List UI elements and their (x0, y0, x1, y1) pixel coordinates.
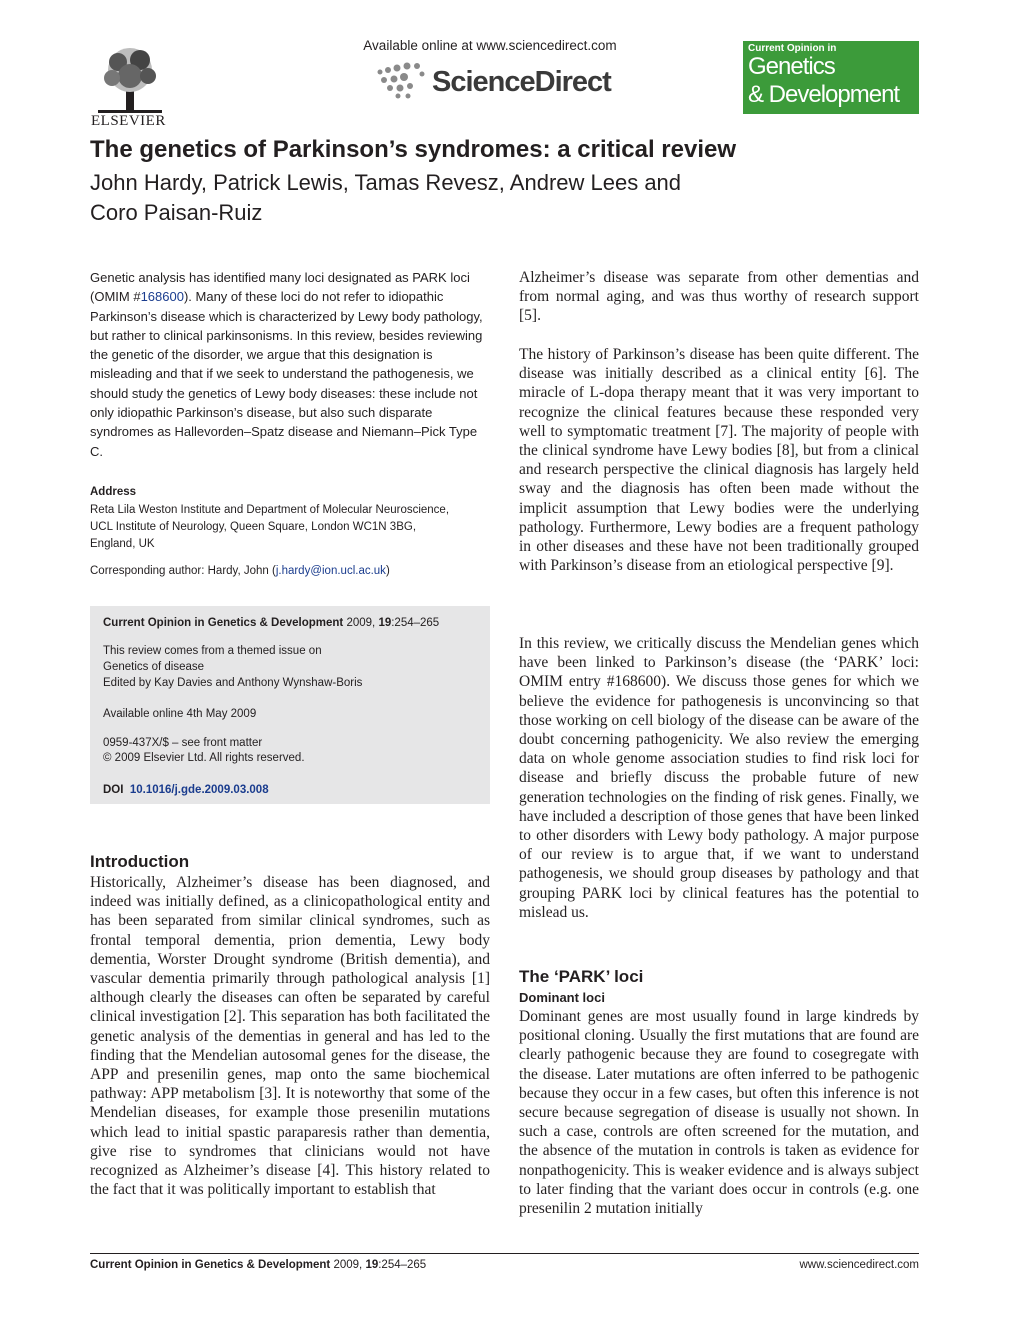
right-paragraph-4: Dominant genes are most usually found in large kindreds by positional cloning. Usually the first mutations that are found are clearly pathogenic because they are found to cosegregate with the disease. Later mutations are often inferred to be pathogenic because they occur in a few cases, but often this inference is not secure because segregation of disease is usually not shown. In such a case, controls are often screened for the mutation, and the absence of the mutation in controls is taken as evidence for nonpathogenicity. This is weaker evidence and is always subject to later finding that the variant does occur in controls (e.g. one presenilin 2 mutation initially (519, 1008, 919, 1218)
doi-link[interactable]: 10.1016/j.gde.2009.03.008 (129, 784, 269, 796)
available-date: Available online 4th May 2009 (103, 708, 257, 720)
journal-logo (743, 41, 919, 114)
issn-line: 0959-437X/$ – see front matter (103, 737, 263, 749)
park-loci-heading: The ‘PARK’ loci (519, 967, 644, 986)
right-paragraph-2: The history of Parkinson’s disease has been quite different. The disease was initially described as a clinical entity [6]. The miracle of L-dopa therapy meant that it was very important to recognize the clinical features because these responded very well to symptomatic treatment [7]. The majority of people with the clinical syndrome have Lewy bodies [8], but from a clinical and research perspective the clinical diagnosis has largely held sway and the diagnosis has often been made without the implicit assumption that Lewy bodies were the underlying pathology. Furthermore, Lewy bodies are a frequent pathology in other diseases and these have not been traditionally grouped with Parkinson’s disease from an etiological perspective [9]. (519, 346, 919, 575)
corresponding-author: Corresponding author: Hardy, John (j.hardy@ion.ucl.ac.uk) (90, 565, 390, 577)
editors-line: Edited by Kay Davies and Anthony Wynshaw-Boris (103, 677, 363, 689)
address-text: Reta Lila Weston Institute and Department of Molecular Neuroscience, UCL Institute of Neurology, Queen Square, London WC1N 3BG, England, UK (90, 504, 450, 550)
introduction-heading: Introduction (90, 852, 190, 871)
right-paragraph-3: In this review, we critically discuss the Mendelian genes which have been linked to Parkinson’s disease (the ‘PARK’ loci: OMIM entry #168600). We discuss those genes for which we believe the evidence for pathogenesis is unconvincing so that those working on cell biology of the disease can be aware of the doubt concerning pathogenicity. We also review the emerging data on whole genome association studies to find risk loci for disease and briefly discuss the probable future of new generation technologies on the finding of risk genes. Finally, we have included a description of those genes that have been linked to other disorders with Lewy body pathology. A major purpose of our review is to argue that, if we want to understand pathogenesis, we should group diseases by pathology and that grouping PARK loci by clinical features has the potential to mislead us. (519, 635, 919, 921)
journal-logo-big: Genetics & Development (748, 53, 900, 108)
citation-line: Current Opinion in Genetics & Development 2009, 19:254–265 (103, 617, 440, 629)
right-paragraph-1: Alzheimer’s disease was separate from other dementias and from normal aging, and was thus worthy of research support [5]. (519, 269, 919, 325)
article-info-box (90, 606, 490, 804)
available-online-text[interactable]: Available online at www.sciencedirect.com (363, 38, 617, 53)
publisher-name: ELSEVIER (91, 113, 166, 129)
dominant-loci-heading: Dominant loci (519, 990, 605, 1005)
copyright-line: © 2009 Elsevier Ltd. All rights reserved. (103, 752, 305, 764)
journal-logo-small: Current Opinion in (748, 43, 837, 54)
introduction-text: Historically, Alzheimer’s disease has been diagnosed, and indeed was initially defined, as a clinicopathological entity and has been separated from similar clinical syndromes, such as frontal temporal dementia, prion dementia, Lewy body dementia, Worster Drought syndrome (British dementia), and vascular dementia primarily through pathological analysis [1] although clearly the diseases can often be separated by careful clinical investigation [2]. This separation has both facilitated the genetic analysis of the dementias in general and has led to the finding that the Mendelian autosomal genes for the disease, the APP and presenilin genes, map onto the same biochemical pathway: APP metabolism [3]. It is noteworthy that some of the Mendelian diseases, for example those presenilin mutations which lead to initial spastic paraparesis rather than dementia, give rise to syndromes that clinicians would not have recognized as Alzheimer’s disease [4]. This history related to the fact that it was politically important to establish that (90, 874, 490, 1199)
omim-link[interactable]: 168600 (140, 289, 184, 305)
footer-citation: Current Opinion in Genetics & Development 2009, 19:254–265 (90, 1259, 427, 1271)
article-title: The genetics of Parkinson’s syndromes: a critical review (90, 136, 737, 163)
abstract: Genetic analysis has identified many loci designated as PARK loci (OMIM #168600). Many of these loci do not refer to idiopathic Parkinson’s disease which is characterized by Lewy body pathology, but rather to clinical parkinsonisms. In this review, besides reviewing the genetic of the disorder, we argue that this designation is misleading and that if we seek to understand the pathogenesis, we should study the genetics of Lewy body diseases: these include not only idiopathic Parkinson’s disease, but also such disparate syndromes as Hallevorden–Spatz disease and Niemann–Pick Type C. (90, 270, 483, 459)
themed-issue-name: Genetics of disease (103, 661, 205, 673)
article-authors: John Hardy, Patrick Lewis, Tamas Revesz, Andrew Lees and Coro Paisan-Ruiz (90, 170, 682, 225)
themed-issue-line: This review comes from a themed issue on (103, 645, 322, 657)
email-link[interactable]: j.hardy@ion.ucl.ac.uk (275, 565, 386, 577)
footer-url[interactable]: www.sciencedirect.com (799, 1259, 919, 1271)
sciencedirect-logo-text[interactable]: ScienceDirect (432, 66, 611, 98)
doi-line: DOI 10.1016/j.gde.2009.03.008 (103, 784, 269, 796)
footer-divider (90, 1253, 919, 1254)
address-heading: Address (90, 486, 137, 498)
